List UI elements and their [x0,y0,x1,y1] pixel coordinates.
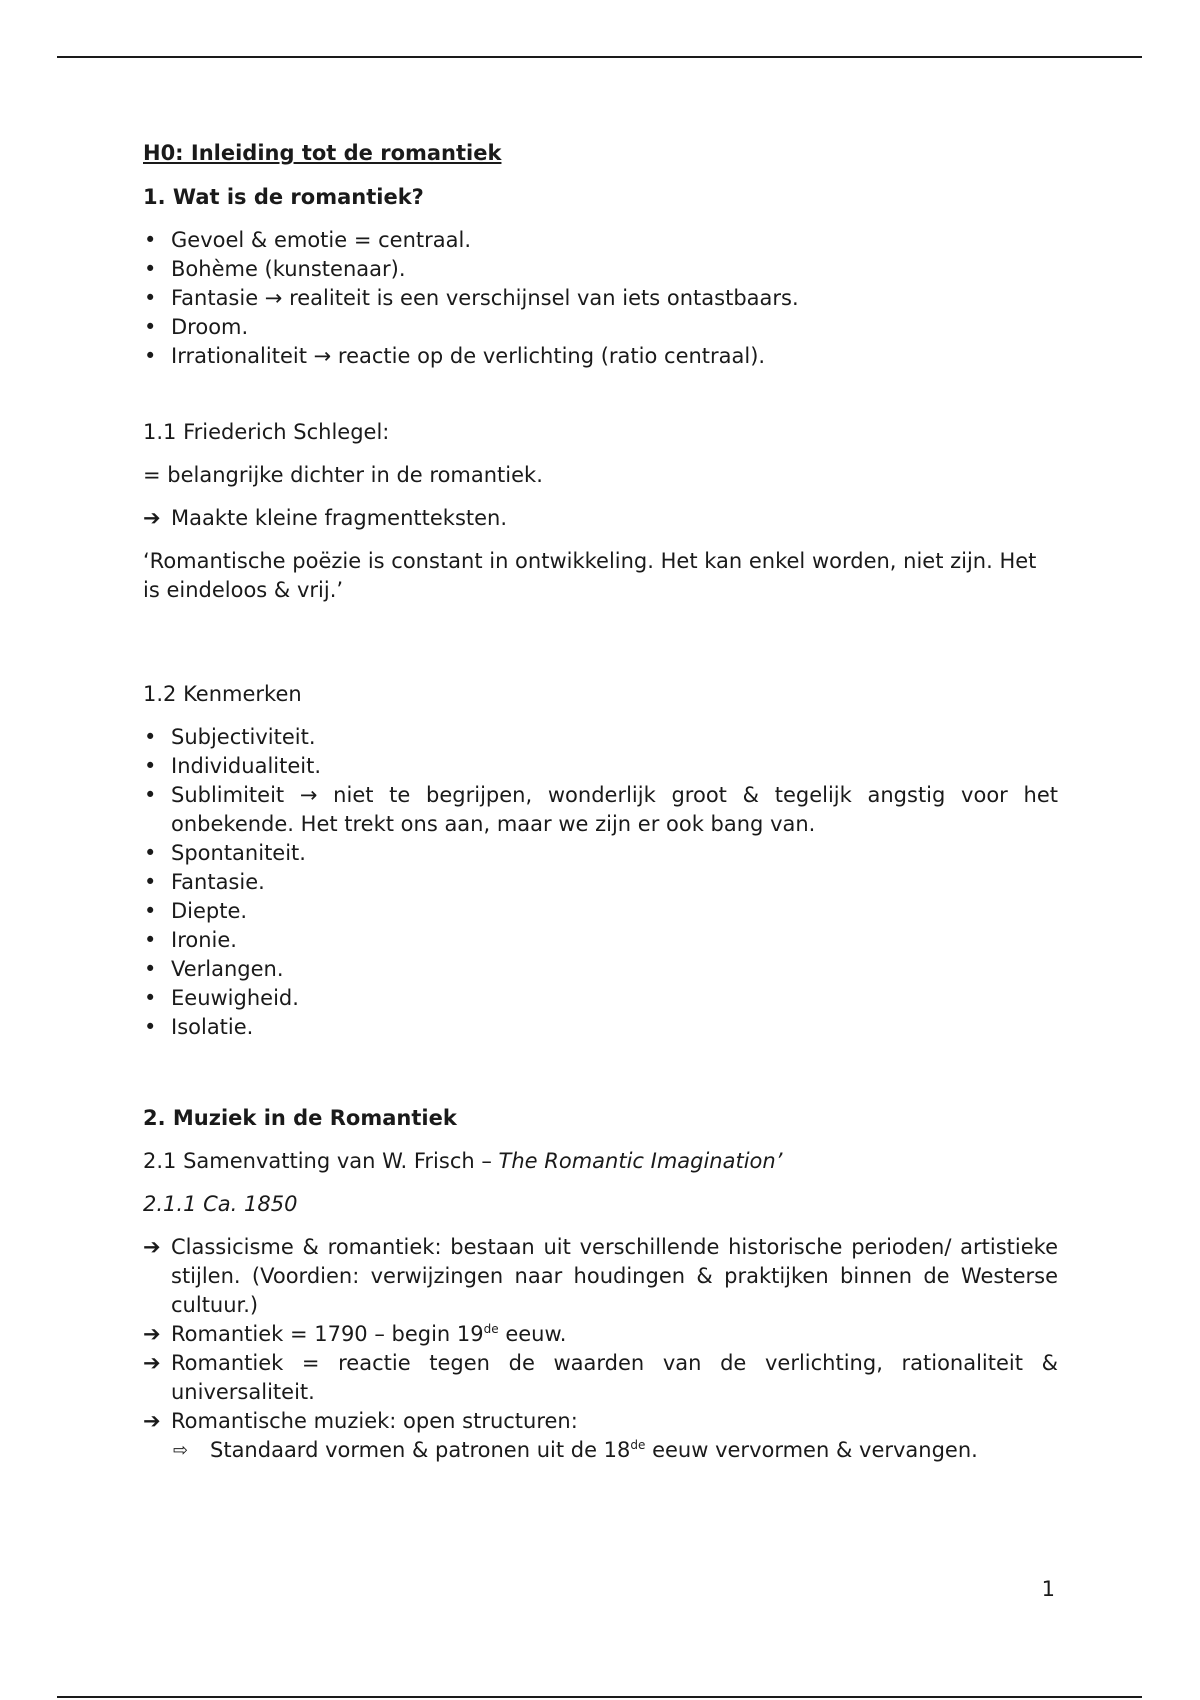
section-1-title: 1. Wat is de romantiek? [143,185,424,209]
header-rule [57,56,1142,58]
list-item: • Diepte. [143,897,1058,926]
quote-text: ‘Romantische poëzie is constant in ontwikkeling. Het kan enkel worden, niet zijn. Het is eindeloos & vrij.’ [143,549,1037,602]
list-item: ➔ Romantische muziek: open structuren: [143,1407,1058,1436]
bullet-icon: • [144,899,157,923]
section-2-1-1-title: 2.1.1 Ca. 1850 [143,1192,298,1216]
bullet-icon: • [144,344,157,368]
list-item: • Irrationaliteit → reactie op de verlichting (ratio centraal). [143,342,1058,371]
list-item: • Bohème (kunstenaar). [143,255,1058,284]
bullet-icon: • [144,257,157,281]
footer-rule [57,1696,1142,1698]
list-item: • Fantasie → realiteit is een verschijnsel van iets ontastbaars. [143,284,1058,313]
list-item: • Droom. [143,313,1058,342]
list-item: • Subjectiviteit. [143,723,1058,752]
list-item: • Fantasie. [143,868,1058,897]
list-item: • Sublimiteit → niet te begrijpen, wonderlijk groot & tegelijk angstig voor het onbekende. Het trekt ons aan, maar we zijn er ook bang van. [144,783,1058,836]
bullet-icon: • [144,286,157,310]
section-1-1-title: 1.1 Friederich Schlegel: [143,420,390,444]
arrow-icon: ➔ [143,1409,161,1433]
section-2-arrow-list [143,1233,1058,1436]
document-page [143,139,1058,1465]
bullet-icon: • [144,1015,157,1039]
bullet-icon: • [144,725,157,749]
bullet-icon: • [144,315,157,339]
bullet-icon: • [144,957,157,981]
arrow-icon: ➔ [143,1235,161,1259]
bullet-icon: • [144,928,157,952]
list-item: • Verlangen. [143,955,1058,984]
bullet-icon: • [144,870,157,894]
bullet-icon: • [144,986,157,1010]
arrow-paragraph: ➔ Maakte kleine fragmentteksten. [143,504,1058,533]
arrow-icon: ➔ [143,1322,161,1346]
section-1-list [143,226,1058,371]
list-item: • Isolatie. [143,1013,1058,1042]
outline-arrow-icon: ⇨ [173,1440,189,1461]
bullet-icon: • [144,783,157,807]
list-item: • Ironie. [143,926,1058,955]
sub-arrow-item: ⇨ Standaard vormen & patronen uit de 18de eeuw vervormen & vervangen. [143,1436,1058,1465]
section-1-2-list [143,723,1058,1042]
list-item: • Spontaniteit. [143,839,1058,868]
section-1-2-title: 1.2 Kenmerken [143,682,302,706]
list-item: ➔ Romantiek = reactie tegen de waarden van de verlichting, rationaliteit & universaliteit. [143,1351,1058,1404]
bullet-icon: • [144,841,157,865]
arrow-icon: ➔ [143,1351,161,1375]
page-number: 1 [1041,1577,1055,1601]
list-item: • Individualiteit. [143,752,1058,781]
bullet-icon: • [144,754,157,778]
section-2-1-title: 2.1 Samenvatting van W. Frisch – The Romantic Imagination’ [143,1149,783,1173]
arrow-icon: ➔ [143,506,161,530]
list-item: ➔ Romantiek = 1790 – begin 19de eeuw. [143,1320,1058,1349]
list-item: ➔ Classicisme & romantiek: bestaan uit verschillende historische perioden/ artistieke stijlen. (Voordien: verwijzingen naar houdingen & praktijken binnen de Westerse cultuur.) [143,1235,1058,1317]
bullet-icon: • [144,228,157,252]
list-item: • Eeuwigheid. [143,984,1058,1013]
chapter-title: H0: Inleiding tot de romantiek [143,141,502,165]
section-2-title: 2. Muziek in de Romantiek [143,1106,457,1130]
definition-text: = belangrijke dichter in de romantiek. [143,463,543,487]
list-item: • Gevoel & emotie = centraal. [143,226,1058,255]
